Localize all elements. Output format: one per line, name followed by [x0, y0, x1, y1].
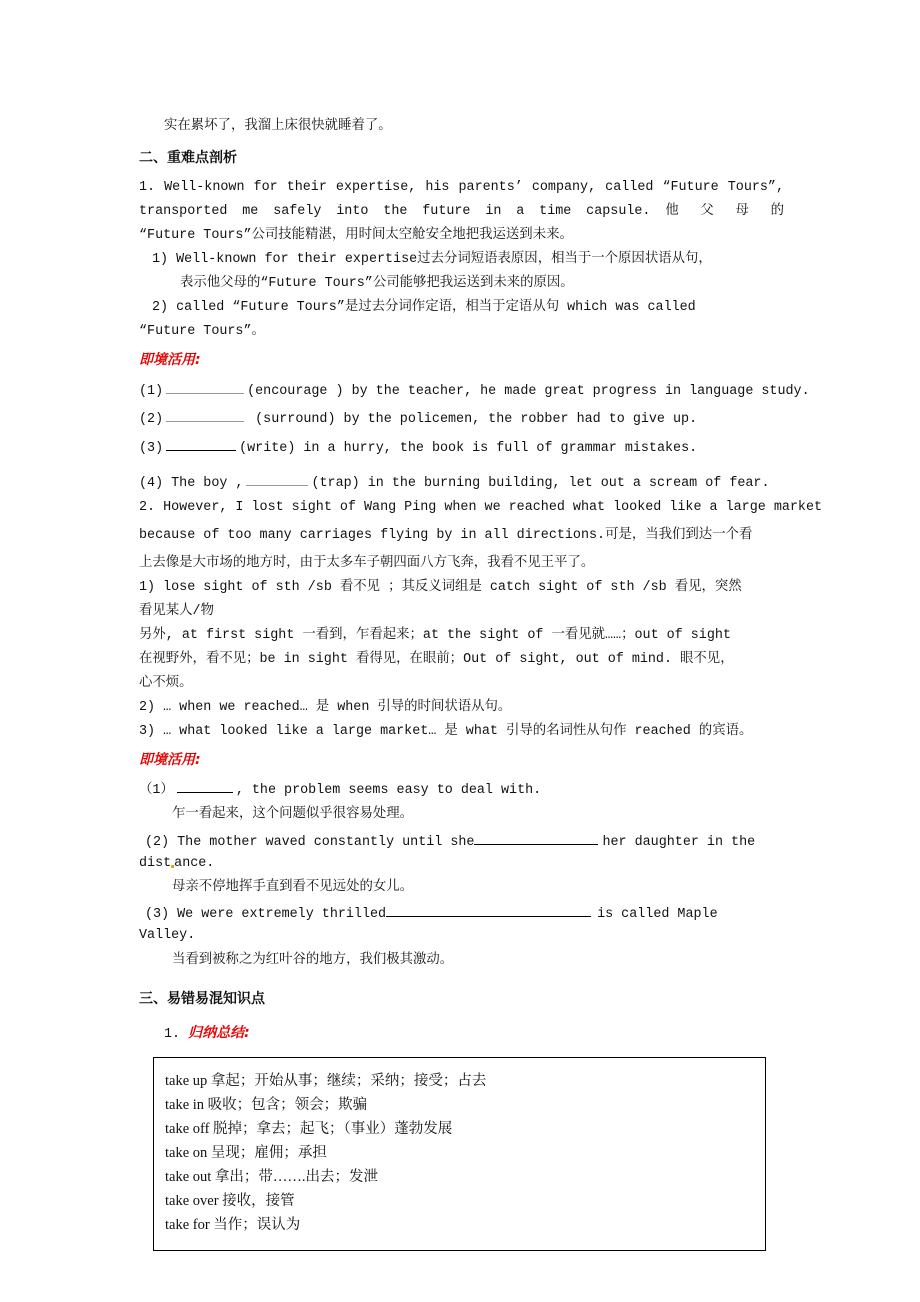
exercise-text: (surround) by the policemen, the robber had to give up.	[247, 412, 698, 427]
section2-heading: 二、重难点剖析	[139, 150, 237, 166]
point1-line: “Future Tours”公司技能精湛，用时间太空舱安全地把我运送到未来。	[139, 228, 573, 243]
exercise-text: (3) We were extremely thrilled	[145, 907, 387, 922]
phrase-item: take off 脱掉；拿去；起飞；（事业）蓬勃发展	[165, 1121, 453, 1137]
exercise-number: (1)	[139, 384, 164, 399]
exercise-translation: 当看到被称之为红叶谷的地方，我们极其激动。	[172, 953, 454, 968]
point2-line: 心不烦。	[139, 676, 193, 691]
answer-blank[interactable]	[474, 830, 598, 845]
exercise-item	[139, 778, 784, 801]
exercise-number: (2)	[139, 412, 164, 427]
section3-heading: 三、易错易混知识点	[139, 991, 265, 1007]
point1-line: 1. Well-known for their expertise, his parents’ company, called “Future Tours”,	[139, 180, 784, 195]
exercise-text: (encourage ) by the teacher, he made great progress in language study.	[247, 384, 810, 399]
exercise-item	[139, 407, 784, 430]
phrase-item: take in 吸收；包含；领会；欺骗	[165, 1097, 368, 1113]
summary-label: 归纳总结:	[188, 1025, 250, 1041]
point2-line: 另外, at first sight 一看到，乍看起来；at the sight of 一看见就……；out of sight	[139, 628, 731, 643]
point2-line: 2. However, I lost sight of Wang Ping when we reached what looked like a large market	[139, 500, 823, 515]
exercise-text: (write) in a hurry, the book is full of grammar mistakes.	[239, 441, 698, 456]
practice-label: 即境活用:	[139, 752, 201, 768]
point2-line: 2) … when we reached… 是 when 引导的时间状语从句。	[139, 700, 512, 715]
exercise-number: (3)	[139, 441, 164, 456]
point2-line: 上去像是大市场的地方时，由于太多车子朝四面八方飞奔，我看不见王平了。	[139, 556, 595, 571]
point1-note: 1) Well-known for their expertise过去分词短语表原因，相当于一个原因状语从句，	[152, 252, 712, 267]
exercise-text: , the problem seems easy to deal with.	[235, 783, 542, 798]
exercise-item	[139, 436, 784, 459]
point1-note: “Future Tours”。	[139, 324, 265, 339]
exercise-text: dist	[139, 856, 172, 871]
exercise-text: her daughter in the	[602, 835, 756, 850]
point2-line: 看见某人/物	[139, 604, 214, 619]
summary-heading	[164, 1023, 809, 1045]
point2-line: 3) … what looked like a large market… 是 what 引导的名词性从句作 reached 的宾语。	[139, 724, 753, 739]
phrase-item: take up 拿起；开始从事；继续；采纳；接受；占去	[165, 1073, 487, 1089]
answer-blank[interactable]	[166, 379, 244, 394]
exercise-text: ance.	[174, 856, 215, 871]
exercise-text: is called Maple	[597, 907, 718, 922]
exercise-continuation: Valley.	[139, 928, 196, 943]
point1-note: 2) called “Future Tours”是过去分词作定语，相当于定语从句 which was called	[152, 300, 696, 315]
point2-line: 1) lose sight of sth /sb 看不见 ；其反义词组是 catch sight of sth /sb 看见，突然	[139, 580, 742, 595]
phrase-item: take for 当作；误认为	[165, 1217, 301, 1233]
exercise-number: (4) The boy ,	[139, 476, 244, 491]
answer-blank[interactable]	[386, 902, 591, 917]
answer-blank[interactable]	[177, 778, 233, 793]
phrase-summary-box	[153, 1057, 766, 1251]
summary-number: 1.	[164, 1027, 181, 1042]
exercise-translation: 母亲不停地挥手直到看不见远处的女儿。	[172, 880, 414, 895]
exercise-item	[139, 379, 810, 402]
exercise-item	[145, 902, 790, 925]
point1-note: 表示他父母的“Future Tours”公司能够把我运送到未来的原因。	[180, 276, 574, 291]
exercise-text: (trap) in the burning building, let out a scream of fear.	[311, 476, 770, 491]
exercise-translation: 乍一看起来，这个问题似乎很容易处理。	[172, 807, 414, 822]
answer-blank[interactable]	[166, 436, 236, 451]
exercise-number: （1）	[139, 783, 174, 798]
phrase-item: take over 接收，接管	[165, 1193, 295, 1209]
answer-blank[interactable]	[246, 471, 308, 486]
point2-line: because of too many carriages flying by in all directions.可是，当我们到达一个看	[139, 528, 753, 543]
exercise-continuation	[139, 854, 784, 874]
phrase-item: take on 呈现；雇佣；承担	[165, 1145, 327, 1161]
practice-label: 即境活用:	[139, 352, 201, 368]
phrase-item: take out 拿出；带…….出去；发泄	[165, 1169, 379, 1185]
point2-line: 在视野外，看不见；be in sight 看得见，在眼前；Out of sight, out of mind. 眼不见，	[139, 652, 734, 667]
exercise-text: (2) The mother waved constantly until she	[145, 835, 475, 850]
intro-line: 实在累坏了，我溜上床很快就睡着了。	[164, 119, 392, 134]
point1-line: transported me safely into the future in a time capsule. 他 父 母 的	[139, 204, 784, 219]
answer-blank[interactable]	[166, 407, 244, 422]
exercise-item	[139, 471, 784, 494]
exercise-item	[145, 830, 790, 853]
